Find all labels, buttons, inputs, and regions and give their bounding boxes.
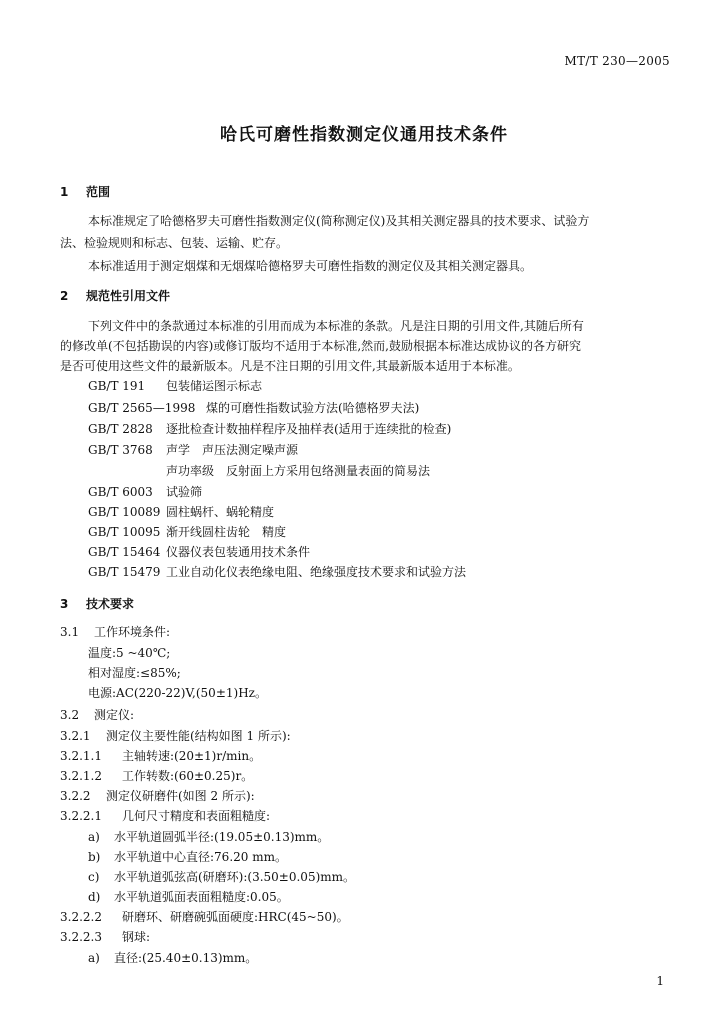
refs-paragraph-a: 下列文件中的条款通过本标准的引用而成为本标准的条款。凡是注日期的引用文件,其随后所有 — [88, 319, 584, 333]
section-1-heading: 1 范围 — [60, 185, 111, 199]
ref-item: GB/T 15479 工业自动化仪表绝缘电阻、绝缘强度技术要求和试验方法 — [88, 565, 467, 579]
document-title: 哈氏可磨性指数测定仪通用技术条件 — [220, 125, 508, 145]
page-number: 1 — [656, 974, 664, 988]
ref-item: GB/T 6003 试验筛 — [88, 485, 203, 499]
list-item: a) 直径:(25.40±0.13)mm。 — [88, 951, 258, 965]
ref-item: GB/T 10095 渐开线圆柱齿轮 精度 — [88, 525, 287, 539]
clause-3-2-1: 3.2.1 测定仪主要性能(结构如图 1 所示): — [60, 729, 291, 743]
refs-paragraph-c: 是否可使用这些文件的最新版本。凡是不注日期的引用文件,其最新版本适用于本标准。 — [60, 359, 520, 373]
clause-3-1: 3.1 工作环境条件: — [60, 625, 171, 639]
list-item: a) 水平轨道圆弧半径:(19.05±0.13)mm。 — [88, 830, 330, 844]
clause-3-2-2: 3.2.2 测定仪研磨件(如图 2 所示): — [60, 789, 255, 803]
scope-paragraph-1a: 本标准规定了哈德格罗夫可磨性指数测定仪(简称测定仪)及其相关测定器具的技术要求、试验方 — [88, 214, 590, 228]
clause-3-2-2-3: 3.2.2.3 钢球: — [60, 930, 151, 944]
list-item: b) 水平轨道中心直径:76.20 mm。 — [88, 850, 287, 864]
ref-item: GB/T 3768 声学 声压法测定噪声源 — [88, 443, 299, 457]
ref-item: GB/T 2828 逐批检查计数抽样程序及抽样表(适用于连续批的检查) — [88, 422, 452, 436]
section-3-heading: 3 技术要求 — [60, 597, 135, 611]
refs-paragraph-b: 的修改单(不包括勘误的内容)或修订版均不适用于本标准,然而,鼓励根据本标准达成协议的各方研究 — [60, 339, 581, 353]
env-temperature: 温度:5 ~40℃; — [88, 646, 171, 660]
clause-3-2-2-1: 3.2.2.1 几何尺寸精度和表面粗糙度: — [60, 809, 271, 823]
ref-item: GB/T 10089 圆柱蜗杆、蜗轮精度 — [88, 505, 275, 519]
scope-paragraph-1b: 法、检验规则和标志、包装、运输、贮存。 — [60, 236, 289, 250]
scope-paragraph-2: 本标准适用于测定烟煤和无烟煤哈德格罗夫可磨性指数的测定仪及其相关测定器具。 — [88, 259, 533, 273]
ref-item: GB/T 191 包装储运图示标志 — [88, 379, 263, 393]
clause-3-2-1-1: 3.2.1.1 主轴转速:(20±1)r/min。 — [60, 749, 262, 763]
section-2-heading: 2 规范性引用文件 — [60, 289, 171, 303]
list-item: c) 水平轨道弧弦高(研磨环):(3.50±0.05)mm。 — [88, 870, 356, 884]
ref-item: 声功率级 反射面上方采用包络测量表面的简易法 — [166, 464, 431, 478]
ref-item: GB/T 15464 仪器仪表包装通用技术条件 — [88, 545, 311, 559]
clause-3-2-1-2: 3.2.1.2 工作转数:(60±0.25)r。 — [60, 769, 254, 783]
env-power: 电源:AC(220-22)V,(50±1)Hz。 — [88, 686, 267, 700]
ref-item: GB/T 2565—1998 煤的可磨性指数试验方法(哈德格罗夫法) — [88, 401, 420, 415]
env-humidity: 相对湿度:≤85%; — [88, 666, 181, 680]
clause-3-2-2-2: 3.2.2.2 研磨环、研磨碗弧面硬度:HRC(45~50)。 — [60, 910, 349, 924]
list-item: d) 水平轨道弧面表面粗糙度:0.05。 — [88, 890, 289, 904]
clause-3-2: 3.2 测定仪: — [60, 708, 135, 722]
standard-code: MT/T 230—2005 — [564, 54, 670, 68]
